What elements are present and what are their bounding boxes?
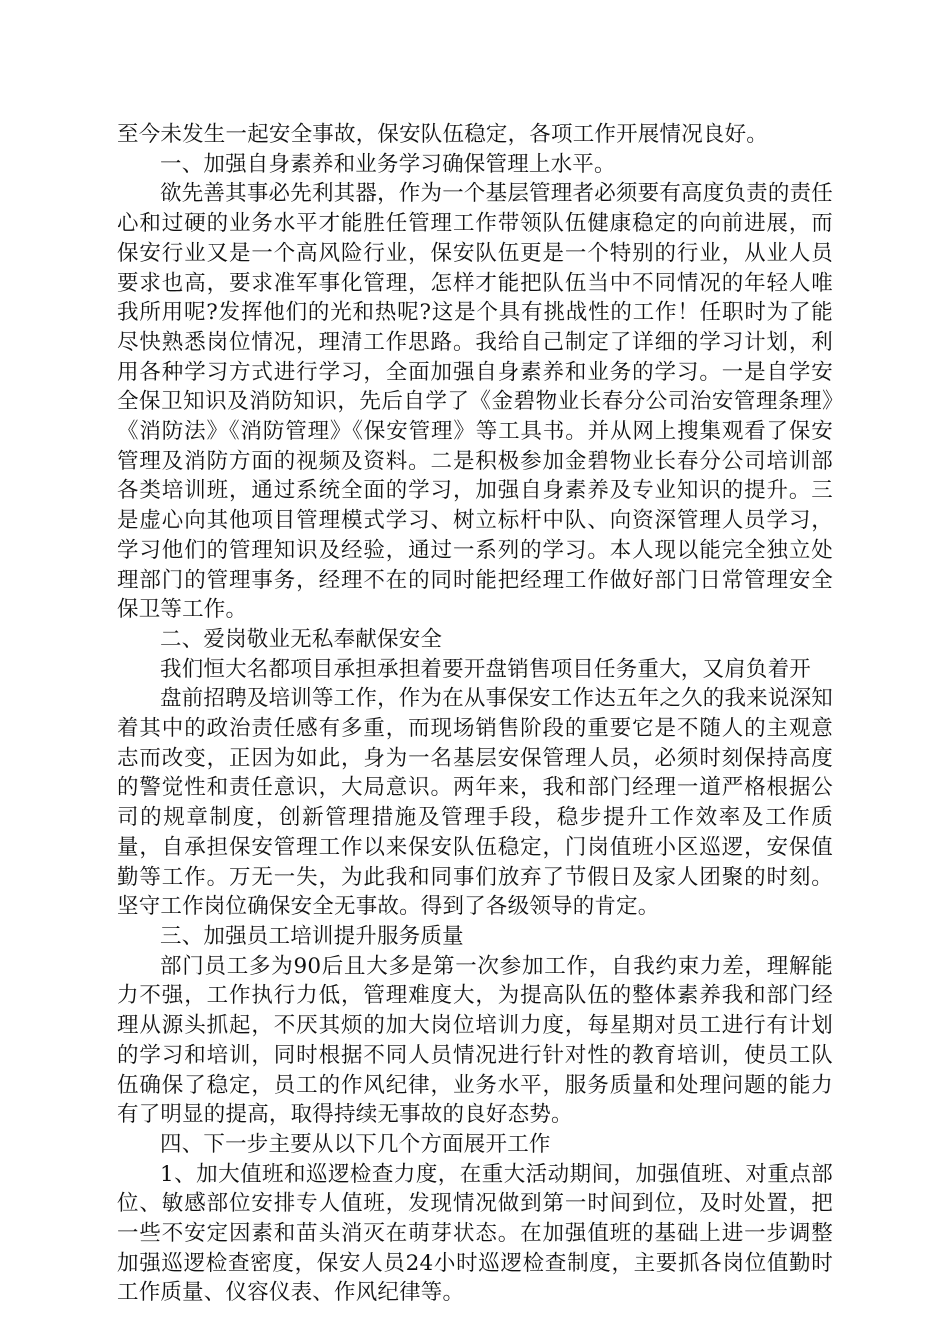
paragraph-section-2-intro: 我们恒大名都项目承担承担着要开盘销售项目任务重大，又肩负着开 [160, 656, 812, 682]
paragraph-section-3-body: 部门员工多为90后且大多是第一次参加工作，自我约束力差，理解能力不强，工作执行力低，管理难度大，为提高队伍的整体素养我和部门经理从源头抓起，不厌其烦的加大岗位培训力度，每星期对员工进行有计划的学习和培训，同时根据不同人员情况进行针对性的教育培训，使员工队伍确保了稳定，员工的作风纪律，业务水平，服务质量和处理问题的能力有了明显的提高，取得持续无事故的良好态势。 [117, 953, 833, 1128]
section-heading-4: 四、下一步主要从以下几个方面展开工作 [160, 1131, 551, 1157]
paragraph-section-1-body: 欲先善其事必先利其器，作为一个基层管理者必须要有高度负责的责任心和过硬的业务水平才能胜任管理工作带领队伍健康稳定的向前进展，而保安行业又是一个高风险行业，保安队伍更是一个特别的行业，从业人员要求也高，要求准军事化管理，怎样才能把队伍当中不同情况的年轻人唯我所用呢?发挥他们的光和热呢?这是个具有挑战性的工作！任职时为了能尽快熟悉岗位情况，理清工作思路。我给自己制定了详细的学习计划，利用各种学习方式进行学习，全面加强自身素养和业务的学习。一是自学安全保卫知识及消防知识，先后自学了《金碧物业长春分公司治安管理条理》《消防法》《消防管理》《保安管理》等工具书。并从网上搜集观看了保安管理及消防方面的视频及资料。二是积极参加金碧物业长春分公司培训部各类培训班，通过系统全面的学习，加强自身素养及专业知识的提升。三是虚心向其他项目管理模式学习、树立标杆中队、向资深管理人员学习，学习他们的管理知识及经验，通过一系列的学习。本人现以能完全独立处理部门的管理事务，经理不在的同时能把经理工作做好部门日常管理安全保卫等工作。 [117, 181, 833, 623]
section-heading-3: 三、加强员工培训提升服务质量 [160, 923, 464, 949]
paragraph-section-4-item-1: 1、加大值班和巡逻检查力度，在重大活动期间，加强值班、对重点部位、敏感部位安排专人值班，发现情况做到第一时间到位，及时处置，把一些不安定因素和苗头消灭在萌芽状态。在加强值班的基础上进一步调整加强巡逻检查密度，保安人员24小时巡逻检查制度，主要抓各岗位值勤时工作质量、仪容仪表、作风纪律等。 [117, 1161, 833, 1306]
section-heading-2: 二、爱岗敬业无私奉献保安全 [160, 626, 443, 652]
paragraph-continuation: 至今未发生一起安全事故，保安队伍稳定，各项工作开展情况良好。 [117, 122, 769, 147]
section-heading-1: 一、加强自身素养和业务学习确保管理上水平。 [160, 151, 616, 177]
document-page [117, 120, 833, 1308]
paragraph-section-2-body: 盘前招聘及培训等工作，作为在从事保安工作达五年之久的我来说深知着其中的政治责任感有多重，而现场销售阶段的重要它是不随人的主观意志而改变，正因为如此，身为一名基层安保管理人员，必须时刻保持高度的警觉性和责任意识，大局意识。两年来，我和部门经理一道严格根据公司的规章制度，创新管理措施及管理手段，稳步提升工作效率及工作质量，自承担保安管理工作以来保安队伍稳定，门岗值班小区巡逻，安保值勤等工作。万无一失，为此我和同事们放弃了节假日及家人团聚的时刻。坚守工作岗位确保安全无事故。得到了各级领导的肯定。 [117, 686, 833, 920]
